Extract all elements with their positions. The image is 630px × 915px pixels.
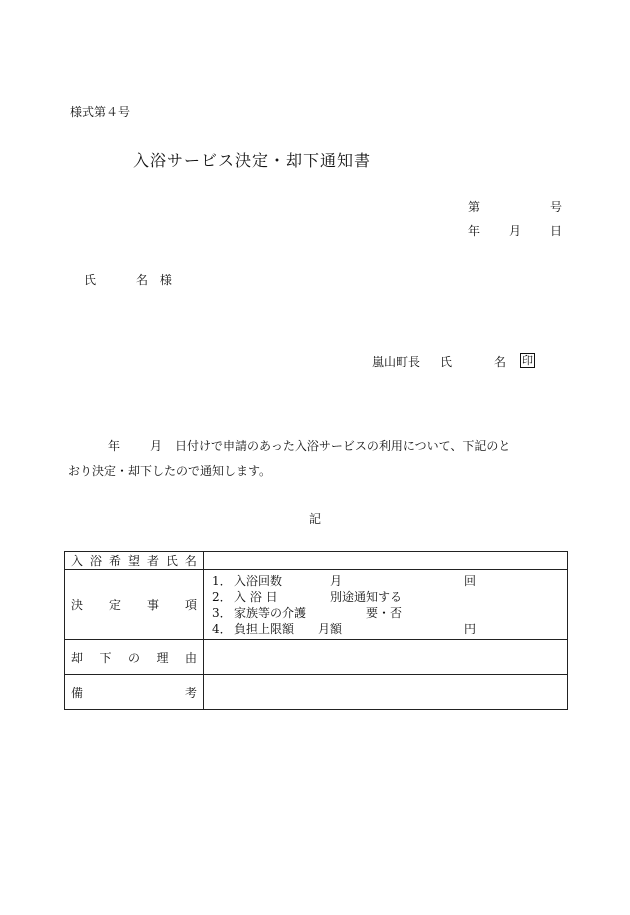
applicant-row xyxy=(65,552,568,570)
decision-item-1: 1． 入浴回数 月 回 xyxy=(212,573,477,588)
decision-label: 決 定 事 項 xyxy=(65,570,204,640)
decision-items xyxy=(204,570,568,640)
issuer-mei: 名 xyxy=(494,355,507,369)
date-day: 日 xyxy=(550,224,563,238)
form-number: 様式第４号 xyxy=(70,105,131,119)
decision-item-4: 4． 負担上限額 月額 円 xyxy=(212,621,477,636)
decision-row xyxy=(65,570,568,640)
applicant-value xyxy=(204,552,568,570)
applicant-label: 入 浴 希 望 者 氏 名 xyxy=(65,552,204,570)
body-line-2: おり決定・却下したので通知します。 xyxy=(68,464,272,478)
seal-mark: 印 xyxy=(522,354,533,367)
addressee-name-sama: 名 様 xyxy=(136,273,176,287)
ki-heading: 記 xyxy=(309,512,322,526)
rejection-reason-value xyxy=(204,640,568,675)
date-year: 年 xyxy=(468,224,481,238)
number-suffix: 号 xyxy=(550,200,563,214)
body-month: 月 xyxy=(150,439,163,453)
issuer-shi: 氏 xyxy=(440,355,453,369)
decision-item-3: 3． 家族等の介護 要・否 xyxy=(212,605,403,620)
addressee-shi: 氏 xyxy=(84,273,97,287)
body-year: 年 xyxy=(108,439,121,453)
details-table xyxy=(64,551,568,710)
decision-item-2: 2． 入 浴 日 別途通知する xyxy=(212,589,403,604)
remarks-value xyxy=(204,675,568,710)
rejection-reason-row xyxy=(65,640,568,675)
document-title: 入浴サービス決定・却下通知書 xyxy=(133,151,372,170)
rejection-reason-label: 却 下 の 理 由 xyxy=(65,640,204,675)
date-month: 月 xyxy=(509,224,522,238)
body-line1-text: 日付けで申請のあった入浴サービスの利用について、下記のと xyxy=(175,439,511,453)
issuer-title: 嵐山町長 xyxy=(372,355,421,369)
number-prefix: 第 xyxy=(468,200,481,214)
remarks-label: 備 考 xyxy=(65,675,204,710)
remarks-row xyxy=(65,675,568,710)
